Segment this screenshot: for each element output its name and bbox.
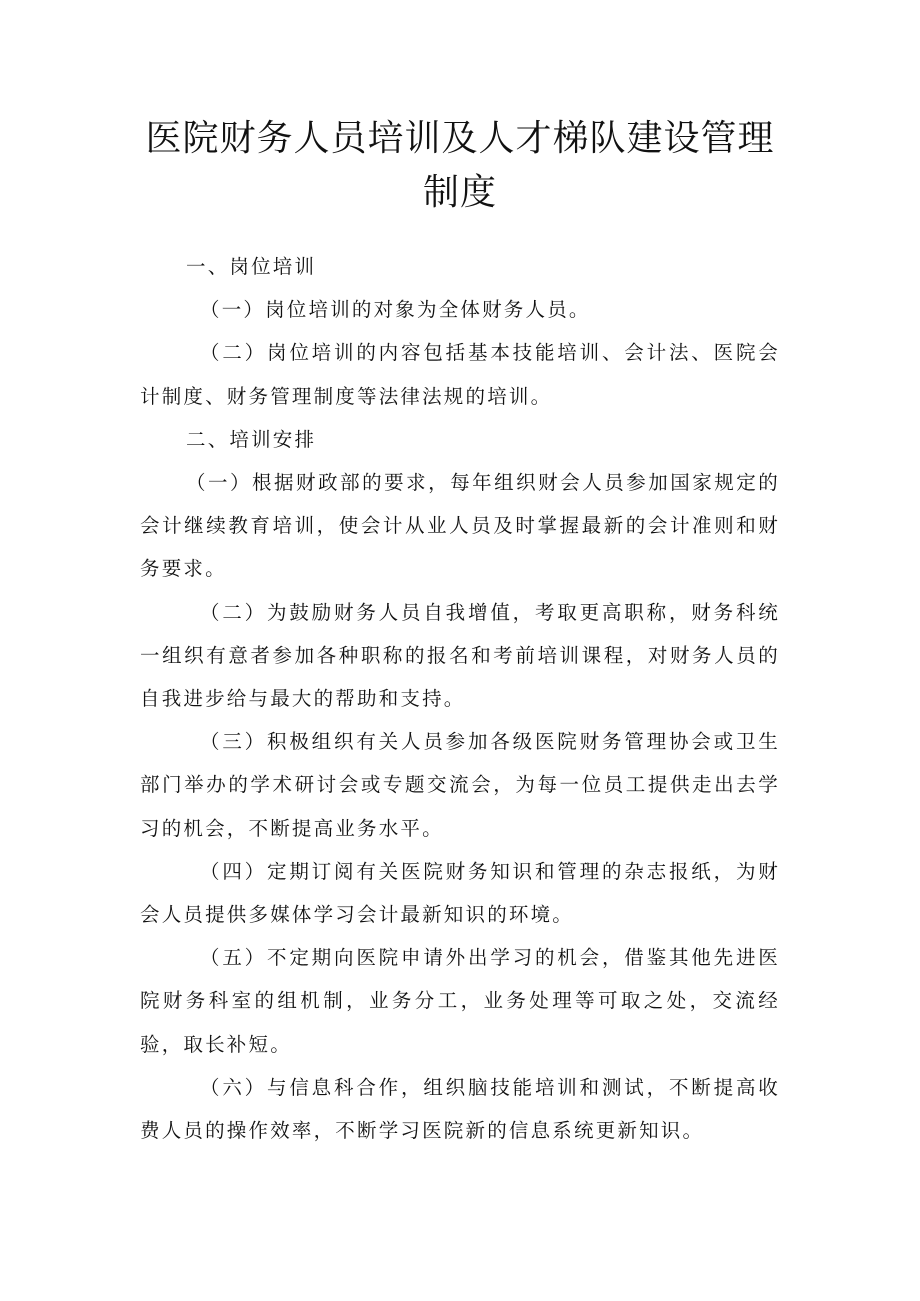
paragraph: （一）根据财政部的要求，每年组织财会人员参加国家规定的会计继续教育培训，使会计从业人员及时掌握最新的会计准则和财务要求。 — [140, 471, 780, 581]
paragraph: （二）岗位培训的内容包括基本技能培训、会计法、医院会计制度、财务管理制度等法律法规的培训。 — [140, 341, 780, 408]
paragraph: （五）不定期向医院申请外出学习的机会，借鉴其他先进医院财务科室的组机制，业务分工，业务处理等可取之处，交流经验，取长补短。 — [140, 946, 780, 1056]
document-title: 医院财务人员培训及人才梯队建设管理制度 — [145, 118, 775, 213]
paragraph: （一）岗位培训的对象为全体财务人员。 — [200, 298, 591, 322]
paragraph: （三）积极组织有关人员参加各级医院财务管理协会或卫生部门举办的学术研讨会或专题交流会，为每一位员工提供走出去学习的机会，不断提高业务水平。 — [140, 730, 780, 840]
section-heading: 一、岗位培训 — [186, 255, 317, 278]
paragraph: （六）与信息科合作，组织脑技能培训和测试，不断提高收费人员的操作效率，不断学习医院新的信息系统更新知识。 — [140, 1075, 780, 1143]
section-heading: 二、培训安排 — [186, 427, 317, 451]
document-body — [140, 245, 780, 1152]
paragraph: （二）为鼓励财务人员自我增值，考取更高职称，财务科统一组织有意者参加各种职称的报名和考前培训课程，对财务人员的自我进步给与最大的帮助和支持。 — [140, 600, 780, 711]
paragraph: （四）定期订阅有关医院财务知识和管理的杂志报纸，为财会人员提供多媒体学习会计最新知识的环境。 — [140, 859, 780, 927]
